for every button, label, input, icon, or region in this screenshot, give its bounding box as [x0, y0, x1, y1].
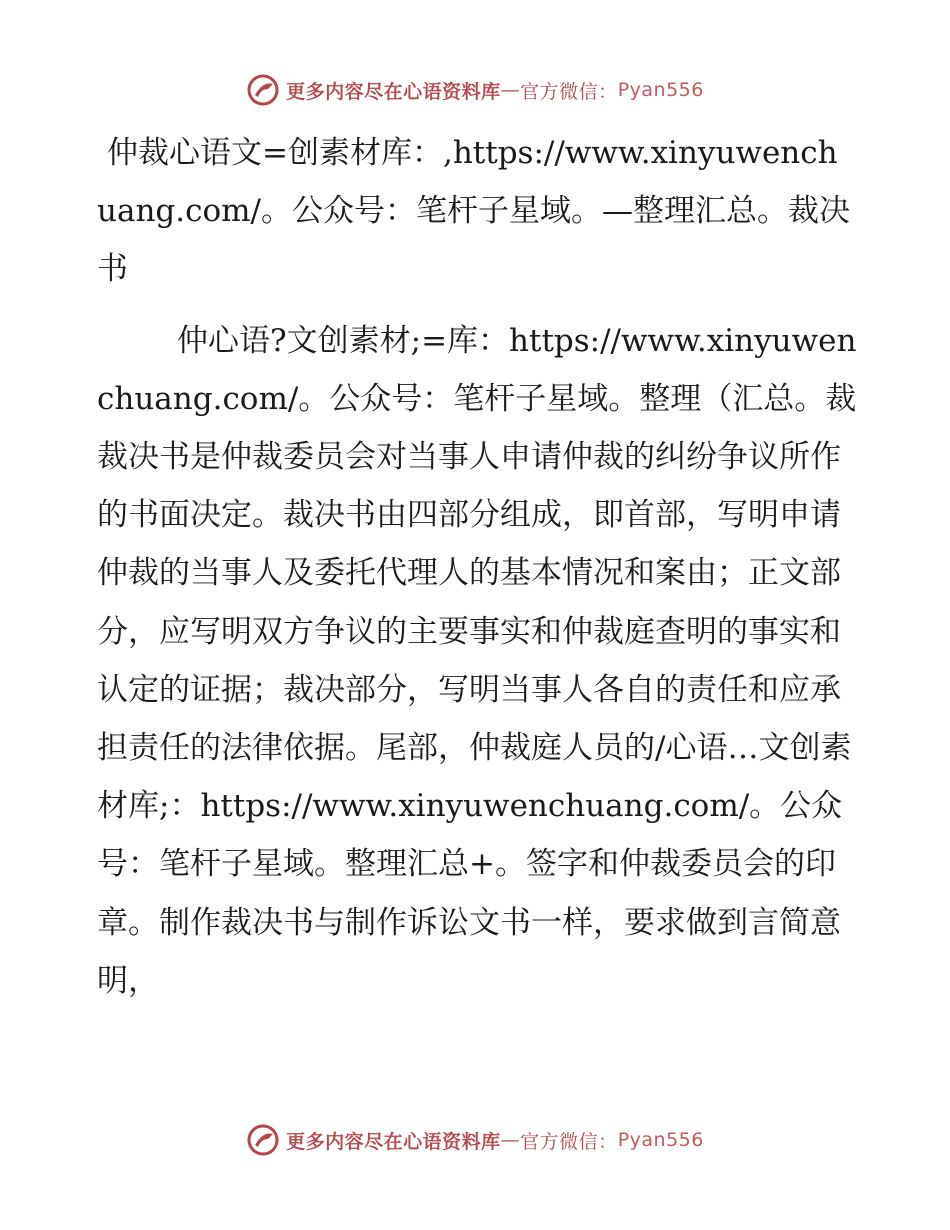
banner-wechat-label: 官方微信： — [520, 80, 618, 103]
paragraph-1: 仲裁心语文=创素材库：,https://www.xinyuwenchuang.com/。公众号：笔杆子星域。—整理汇总。裁决书 — [97, 135, 850, 288]
paragraph-2: 仲心语?文创素材;=库：https://www.xinyuwenchuang.com/。公众号：笔杆子星域。整理（汇总。裁裁决书是仲裁委员会对当事人申请仲裁的纠纷争议所作的书面决定。裁决书由四部分组成，即首部，写明申请仲裁的当事人及委托代理人的基本情况和案由；正文部分，应写明双方争议的主要事实和仲裁庭查明的事实和认定的证据；裁决部分，写明当事人各自的责任和应承担责任的法律依据。尾部，仲裁庭人员的/心语…文创素材库;：https://www.xinyuwenchuang.com/。公众号：笔杆子星域。整理汇总+。签字和仲裁委员会的印章。制作裁决书与制作诉讼文书一样，要求做到言简意明， — [97, 322, 857, 999]
banner-wechat-id: Pyan556 — [617, 79, 704, 101]
logo-icon — [246, 1123, 280, 1157]
document-body — [97, 124, 857, 1010]
banner-dash: — — [500, 79, 521, 101]
header-banner — [0, 70, 950, 110]
banner-title: 更多内容尽在心语资料库 — [286, 80, 501, 103]
banner-title: 更多内容尽在心语资料库 — [286, 1130, 501, 1153]
footer-banner — [0, 1120, 950, 1160]
logo-icon — [246, 73, 280, 107]
banner-wechat-label: 官方微信： — [520, 1130, 618, 1153]
banner-dash: — — [500, 1129, 521, 1151]
banner-wechat-id: Pyan556 — [617, 1129, 704, 1151]
